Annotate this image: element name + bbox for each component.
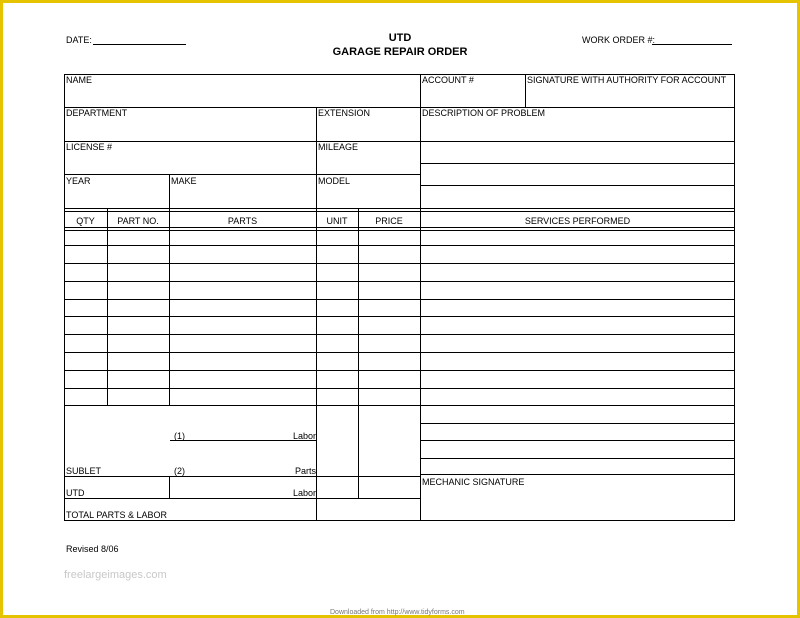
col-divider <box>169 476 170 498</box>
mechanic-signature-field[interactable]: MECHANIC SIGNATURE <box>422 477 525 487</box>
department-field[interactable]: DEPARTMENT <box>66 108 128 118</box>
service-line <box>420 440 735 441</box>
col-divider <box>358 208 359 498</box>
work-order-label: WORK ORDER #: <box>582 35 656 45</box>
item-row-line <box>64 281 420 282</box>
labor-label-2: Labor <box>293 488 317 498</box>
service-line <box>420 458 735 459</box>
header-line <box>64 211 735 212</box>
make-field[interactable]: MAKE <box>171 176 197 186</box>
watermark: freelargeimages.com <box>64 569 167 581</box>
col-divider <box>169 208 170 405</box>
date-field[interactable] <box>93 44 186 45</box>
model-field[interactable]: MODEL <box>318 176 351 186</box>
col-parts: PARTS <box>227 216 258 226</box>
line-two: (2) <box>174 466 185 476</box>
item-row-line <box>64 370 420 371</box>
account-field[interactable]: ACCOUNT # <box>422 75 474 85</box>
form-title: GARAGE REPAIR ORDER <box>332 46 468 58</box>
license-field[interactable]: LICENSE # <box>66 142 113 152</box>
service-line <box>420 245 735 246</box>
divider-ext <box>316 107 317 208</box>
service-line <box>420 316 735 317</box>
item-row-line <box>64 352 420 353</box>
total-label: TOTAL PARTS & LABOR <box>66 510 168 520</box>
service-line <box>420 370 735 371</box>
line-one: (1) <box>174 431 185 441</box>
header-line <box>64 230 735 231</box>
row-line <box>420 141 735 142</box>
divider-make <box>169 174 170 208</box>
description-field[interactable]: DESCRIPTION OF PROBLEM <box>422 108 546 118</box>
service-line <box>420 263 735 264</box>
col-divider <box>316 208 317 521</box>
extension-field[interactable]: EXTENSION <box>318 108 371 118</box>
sublet-label: SUBLET <box>66 466 102 476</box>
row-line <box>64 208 735 209</box>
col-qty: QTY <box>76 216 95 226</box>
row-line <box>420 474 735 475</box>
col-unit: UNIT <box>326 216 348 226</box>
year-field[interactable]: YEAR <box>66 176 91 186</box>
revised-note: Revised 8/06 <box>66 544 119 554</box>
row-line <box>64 107 735 108</box>
col-price: PRICE <box>375 216 403 226</box>
service-line <box>420 334 735 335</box>
item-row-line <box>64 388 420 389</box>
org-name: UTD <box>388 32 412 44</box>
item-row-line <box>64 334 420 335</box>
item-row-line <box>64 245 420 246</box>
name-field[interactable]: NAME <box>66 75 93 85</box>
service-line <box>420 299 735 300</box>
row-line <box>64 498 420 499</box>
signature-authority-field[interactable]: SIGNATURE WITH AUTHORITY FOR ACCOUNT <box>527 75 727 85</box>
service-line <box>420 352 735 353</box>
divider-account <box>525 74 526 107</box>
row-line <box>64 141 420 142</box>
item-row-line <box>64 263 420 264</box>
col-divider <box>107 208 108 405</box>
item-row-line <box>64 299 420 300</box>
mileage-field[interactable]: MILEAGE <box>318 142 359 152</box>
divider-main <box>420 74 421 521</box>
service-line <box>420 405 735 406</box>
item-row-line <box>64 316 420 317</box>
row-line <box>420 163 735 164</box>
row-line <box>420 185 735 186</box>
service-line <box>420 281 735 282</box>
labor-label-1: Labor <box>293 431 317 441</box>
utd-label: UTD <box>66 488 85 498</box>
download-note: Downloaded from http://www.tidyforms.com <box>330 609 465 616</box>
parts-label: Parts <box>295 466 317 476</box>
date-label: DATE: <box>66 35 92 45</box>
work-order-field[interactable] <box>652 44 732 45</box>
col-part-no: PART NO. <box>117 216 159 226</box>
row-line <box>64 174 420 175</box>
col-services: SERVICES PERFORMED <box>524 216 631 226</box>
service-line <box>420 388 735 389</box>
header-line <box>64 227 735 228</box>
row-line <box>64 476 420 477</box>
row-line <box>64 405 420 406</box>
service-line <box>420 423 735 424</box>
